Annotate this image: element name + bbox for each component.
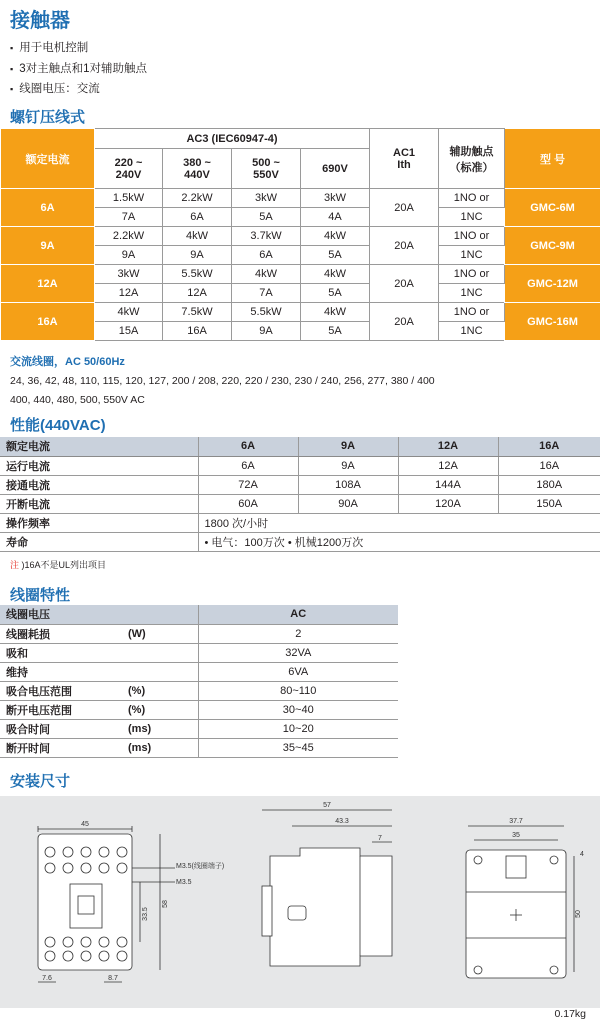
coil-voltage-list [10,372,435,410]
aux-contact-header: 辅助触点 （标准） [439,129,505,189]
aux-cell: 1NO or [439,227,505,246]
coil-label: 吸合电压范围 [0,681,128,700]
perf-label: 开断电流 [0,494,198,513]
power-cell: 1.5kW [95,189,163,208]
coil-header: 线圈电压 [0,605,198,624]
perf-value: 72A [198,475,298,494]
coil-unit [128,643,198,662]
power-cell: 2.2kW [95,227,163,246]
coil-value: 80~110 [198,681,398,700]
perf-value: 180A [498,475,600,494]
page-title: 接触器 [10,10,70,32]
coil-label: 吸合时间 [0,719,128,738]
power-cell: 3kW [232,189,301,208]
coil-label: 吸和 [0,643,128,662]
current-cell: 7A [232,284,301,303]
model-cell: GMC-6M [505,189,600,227]
rated-current-cell: 12A [1,265,95,303]
coil-unit [128,662,198,681]
rated-current-cell: 6A [1,189,95,227]
section-title-screw: 螺钉压线式 [10,109,86,126]
voltage-header: 380 ~ 440V [163,149,232,189]
perf-label: 操作频率 [0,513,198,532]
perf-value: 144A [398,475,498,494]
current-cell: 6A [232,246,301,265]
coil-value: 32VA [198,643,398,662]
perf-value: 60A [198,494,298,513]
current-cell: 4A [301,208,370,227]
m35-terminal-label: M3.5(线圈端子) [176,863,225,870]
perf-value: 90A [298,494,398,513]
note-mark: 注 [10,560,20,570]
front-view [38,821,224,982]
ith-cell: 20A [370,303,439,341]
current-cell: 5A [301,246,370,265]
coil-unit: (ms) [128,738,198,757]
aux-cell: 1NC [439,208,505,227]
power-cell: 7.5kW [163,303,232,322]
m35-label: M3.5 [176,879,192,886]
model-cell: GMC-16M [505,303,600,341]
feature-list [10,38,147,100]
coil-voltage-line: 24, 36, 42, 48, 110, 115, 120, 127, 200 / 208, 220, 220 / 230, 230 / 240, 256, 277, 380 / 400 [10,375,435,387]
weight-label: 0.17kg [554,1008,586,1020]
operation-frequency: 1800 次/小时 [198,513,600,532]
current-cell: 5A [301,284,370,303]
coil-voltage-line: 400, 440, 480, 500, 550V AC [10,394,145,406]
coil-label: 维持 [0,662,128,681]
perf-header: 额定电流 [0,437,198,456]
perf-value: 9A [298,456,398,475]
power-cell: 4kW [95,303,163,322]
current-cell: 5A [232,208,301,227]
coil-value: 6VA [198,662,398,681]
model-cell: GMC-12M [505,265,600,303]
coil-label: 断开电压范围 [0,700,128,719]
coil-label: 断开时间 [0,738,128,757]
power-cell: 4kW [301,227,370,246]
perf-value: 12A [398,456,498,475]
current-cell: 7A [95,208,163,227]
front-height-2-label: 58 [162,900,169,908]
note-text: )16A不是UL列出项目 [21,560,107,570]
aux-cell: 1NO or [439,303,505,322]
current-cell: 9A [232,322,301,341]
side-view [262,802,392,966]
footnote [10,558,106,571]
feature-item: ▪ 用于电机控制 [10,38,147,59]
coil-unit: (W) [128,624,198,643]
performance-table [0,437,600,552]
perf-header: 12A [398,437,498,456]
ac1-header: AC1 Ith [370,129,439,189]
ith-cell: 20A [370,227,439,265]
coil-value: 2 [198,624,398,643]
model-header: 型 号 [505,129,600,189]
feature-item: ▪ 线圈电压：交流 [10,79,147,100]
perf-value: 6A [198,456,298,475]
coil-header: AC [198,605,398,624]
perf-label: 寿命 [0,532,198,551]
current-cell: 9A [95,246,163,265]
power-cell: 3kW [301,189,370,208]
coil-value: 30~40 [198,700,398,719]
coil-label: 线圈耗损 [0,624,128,643]
power-cell: 5.5kW [232,303,301,322]
perf-header: 6A [198,437,298,456]
perf-value: 150A [498,494,600,513]
front-bottom-2-label: 8.7 [108,975,118,982]
coil-value: 10~20 [198,719,398,738]
current-cell: 16A [163,322,232,341]
ac3-header: AC3 (IEC60947-4) [95,129,370,149]
coil-voltage-title: 交流线圈，AC 50/60Hz [10,356,125,368]
back-width-1-label: 37.7 [509,818,523,825]
side-depth-3-label: 7 [378,835,382,842]
power-cell: 3kW [95,265,163,284]
aux-cell: 1NC [439,246,505,265]
dimension-drawing-area [0,796,600,1008]
current-cell: 9A [163,246,232,265]
section-title-dimensions: 安装尺寸 [10,773,71,790]
power-cell: 5.5kW [163,265,232,284]
rated-current-cell: 16A [1,303,95,341]
current-cell: 12A [95,284,163,303]
perf-label: 运行电流 [0,456,198,475]
dimension-drawings [0,796,600,1008]
aux-cell: 1NC [439,284,505,303]
perf-header: 9A [298,437,398,456]
voltage-header: 690V [301,149,370,189]
perf-value: 120A [398,494,498,513]
current-cell: 6A [163,208,232,227]
power-cell: 4kW [301,265,370,284]
perf-header: 16A [498,437,600,456]
perf-value: 108A [298,475,398,494]
front-width-label: 45 [81,821,89,828]
power-cell: 3.7kW [232,227,301,246]
perf-label: 接通电流 [0,475,198,494]
voltage-header: 220 ~ 240V [95,149,163,189]
coil-unit: (%) [128,700,198,719]
back-width-2-label: 35 [512,832,520,839]
voltage-header: 500 ~ 550V [232,149,301,189]
front-bottom-1-label: 7.6 [42,975,52,982]
product-table [0,128,600,341]
side-depth-label: 57 [323,802,331,809]
feature-item: ▪ 3对主触点和1对辅助触点 [10,59,147,80]
front-height-1-label: 33.5 [142,907,149,921]
aux-cell: 1NC [439,322,505,341]
current-cell: 5A [301,322,370,341]
coil-unit: (%) [128,681,198,700]
back-height-label: 50 [575,910,582,918]
model-cell: GMC-9M [505,227,600,265]
power-cell: 4kW [301,303,370,322]
power-cell: 2.2kW [163,189,232,208]
aux-cell: 1NO or [439,189,505,208]
life-value: • 电气：100万次 • 机械1200万次 [198,532,600,551]
rated-current-cell: 9A [1,227,95,265]
rated-current-header: 额定电流 [1,129,95,189]
coil-unit: (ms) [128,719,198,738]
ith-cell: 20A [370,189,439,227]
coil-value: 35~45 [198,738,398,757]
power-cell: 4kW [163,227,232,246]
coil-table [0,605,398,758]
side-depth-2-label: 43.3 [335,818,349,825]
back-thickness-label: 4 [580,851,584,858]
back-view [466,818,584,978]
perf-value: 16A [498,456,600,475]
aux-cell: 1NO or [439,265,505,284]
ith-cell: 20A [370,265,439,303]
section-title-coil: 线圈特性 [10,587,71,604]
current-cell: 15A [95,322,163,341]
section-title-performance: 性能(440VAC) [10,417,106,434]
power-cell: 4kW [232,265,301,284]
current-cell: 12A [163,284,232,303]
